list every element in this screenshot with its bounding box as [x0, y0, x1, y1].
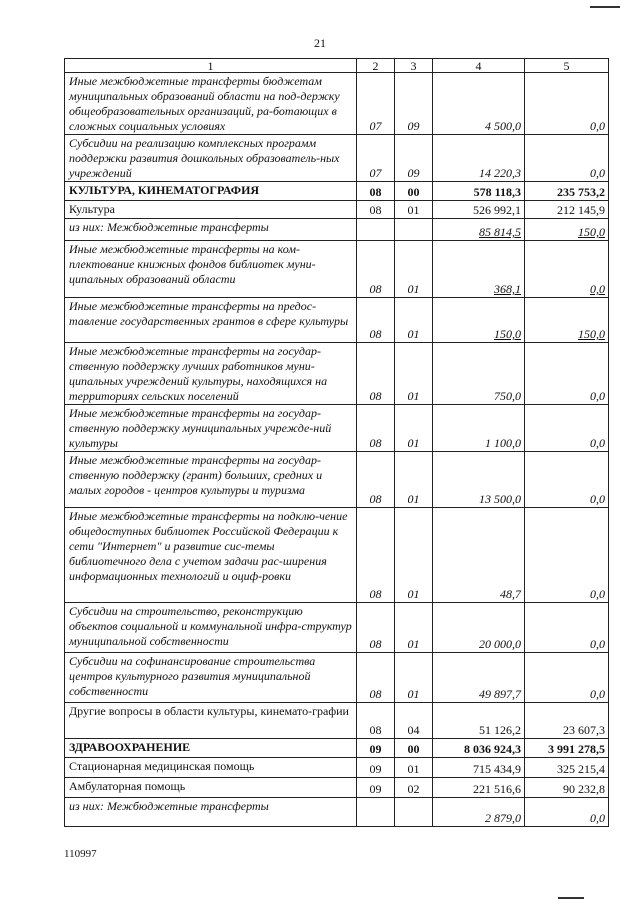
- row-name-cell: КУЛЬТУРА, КИНЕМАТОГРАФИЯ: [65, 182, 357, 201]
- row-subsection-code-cell: 01: [395, 201, 433, 219]
- row-name-cell: из них: Межбюджетные трансферты: [65, 219, 357, 241]
- row-approved-amount-cell: 49 897,7: [433, 653, 525, 703]
- row-executed-amount-cell: 0,0: [525, 343, 609, 405]
- row-name-cell: Субсидии на реализацию комплексных программ поддержки развития дошкольных образователь-ных учреждений: [65, 135, 357, 182]
- row-subsection-code-cell: 01: [395, 405, 433, 452]
- column-header-5: 5: [525, 59, 609, 73]
- row-approved-amount-cell: 2 879,0: [433, 798, 525, 827]
- row-executed-amount-cell: 325 215,4: [525, 758, 609, 778]
- table-row: [65, 798, 609, 827]
- row-approved-amount-cell: 8 036 924,3: [433, 739, 525, 758]
- row-section-code-cell: 08: [357, 703, 395, 739]
- row-executed-amount-cell: 150,0: [525, 298, 609, 343]
- table-row: [65, 73, 609, 135]
- row-section-code-cell: [357, 798, 395, 827]
- row-approved-amount-cell: 150,0: [433, 298, 525, 343]
- row-executed-amount-cell: 0,0: [525, 798, 609, 827]
- row-section-code-cell: 09: [357, 739, 395, 758]
- row-executed-amount-cell: 0,0: [525, 73, 609, 135]
- column-header-1: 1: [65, 59, 357, 73]
- row-section-code-cell: 08: [357, 452, 395, 508]
- row-approved-amount-cell: 48,7: [433, 508, 525, 603]
- row-approved-amount-cell: 715 434,9: [433, 758, 525, 778]
- row-name-cell: Культура: [65, 201, 357, 219]
- budget-table: [64, 58, 609, 827]
- column-header-3: 3: [395, 59, 433, 73]
- row-approved-amount-cell: 221 516,6: [433, 778, 525, 798]
- row-subsection-code-cell: 01: [395, 241, 433, 298]
- row-executed-amount-cell: 90 232,8: [525, 778, 609, 798]
- row-subsection-code-cell: 02: [395, 778, 433, 798]
- row-section-code-cell: 08: [357, 653, 395, 703]
- column-header-2: 2: [357, 59, 395, 73]
- row-section-code-cell: 09: [357, 778, 395, 798]
- row-executed-amount-cell: 0,0: [525, 603, 609, 653]
- row-subsection-code-cell: 04: [395, 703, 433, 739]
- column-header-4: 4: [433, 59, 525, 73]
- row-executed-amount-cell: 0,0: [525, 241, 609, 298]
- table-row: [65, 241, 609, 298]
- row-name-cell: Субсидии на строительство, реконструкцию объектов социальной и коммунальной инфра-структур муниципальной собственности: [65, 603, 357, 653]
- table-row: [65, 653, 609, 703]
- table-row: [65, 758, 609, 778]
- row-subsection-code-cell: [395, 219, 433, 241]
- row-executed-amount-cell: 235 753,2: [525, 182, 609, 201]
- row-name-cell: Иные межбюджетные трансферты на подклю-чение общедоступных библиотек Российской Федерации к сети "Интернет" и развитие сис-темы библиотечного дела с учетом задачи рас-ширения информационных технологий и оциф-ровки: [65, 508, 357, 603]
- table-header-row: [65, 59, 609, 73]
- row-section-code-cell: 09: [357, 758, 395, 778]
- row-subsection-code-cell: 01: [395, 343, 433, 405]
- row-name-cell: Иные межбюджетные трансферты на ком-плектование книжных фондов библиотек муни-ципальных образований области: [65, 241, 357, 298]
- row-section-code-cell: 07: [357, 135, 395, 182]
- row-name-cell: из них: Межбюджетные трансферты: [65, 798, 357, 827]
- row-subsection-code-cell: 09: [395, 73, 433, 135]
- table-body: [65, 73, 609, 827]
- row-approved-amount-cell: 750,0: [433, 343, 525, 405]
- row-approved-amount-cell: 85 814,5: [433, 219, 525, 241]
- row-name-cell: Иные межбюджетные трансферты бюджетам муниципальных образований области на под-держку общеобразовательных организаций, ра-ботающих в сложных социальных условиях: [65, 73, 357, 135]
- row-name-cell: Стационарная медицинская помощь: [65, 758, 357, 778]
- row-approved-amount-cell: 13 500,0: [433, 452, 525, 508]
- row-executed-amount-cell: 0,0: [525, 452, 609, 508]
- table-row: [65, 452, 609, 508]
- page-number: 21: [314, 36, 326, 50]
- row-section-code-cell: 08: [357, 508, 395, 603]
- table-row: [65, 739, 609, 758]
- row-name-cell: Иные межбюджетные трансферты на государ-ственную поддержку муниципальных учрежде-ний культуры: [65, 405, 357, 452]
- table-row: [65, 603, 609, 653]
- row-subsection-code-cell: [395, 798, 433, 827]
- table-row: [65, 405, 609, 452]
- row-approved-amount-cell: 14 220,3: [433, 135, 525, 182]
- row-executed-amount-cell: 23 607,3: [525, 703, 609, 739]
- row-executed-amount-cell: 0,0: [525, 135, 609, 182]
- row-name-cell: Иные межбюджетные трансферты на государ-ственную поддержку лучших работников муни-ципальных учреждений культуры, находящихся на территориях сельских поселений: [65, 343, 357, 405]
- row-approved-amount-cell: 368,1: [433, 241, 525, 298]
- row-executed-amount-cell: 3 991 278,5: [525, 739, 609, 758]
- row-section-code-cell: 07: [357, 73, 395, 135]
- row-section-code-cell: 08: [357, 298, 395, 343]
- row-approved-amount-cell: 51 126,2: [433, 703, 525, 739]
- row-section-code-cell: 08: [357, 343, 395, 405]
- table-row: [65, 135, 609, 182]
- row-section-code-cell: 08: [357, 405, 395, 452]
- scan-artifact-top: [590, 6, 620, 8]
- row-approved-amount-cell: 4 500,0: [433, 73, 525, 135]
- row-section-code-cell: 08: [357, 603, 395, 653]
- row-section-code-cell: 08: [357, 241, 395, 298]
- row-executed-amount-cell: 0,0: [525, 508, 609, 603]
- row-approved-amount-cell: 578 118,3: [433, 182, 525, 201]
- table-row: [65, 343, 609, 405]
- row-approved-amount-cell: 20 000,0: [433, 603, 525, 653]
- row-approved-amount-cell: 1 100,0: [433, 405, 525, 452]
- row-executed-amount-cell: 212 145,9: [525, 201, 609, 219]
- table-row: [65, 778, 609, 798]
- row-name-cell: Субсидии на софинансирование строительства центров культурного развития муниципальной собственности: [65, 653, 357, 703]
- table-row: [65, 298, 609, 343]
- table-row: [65, 182, 609, 201]
- row-subsection-code-cell: 01: [395, 603, 433, 653]
- row-subsection-code-cell: 00: [395, 739, 433, 758]
- document-code: 110997: [64, 848, 97, 860]
- row-name-cell: Иные межбюджетные трансферты на предос-тавление государственных грантов в сфере культуры: [65, 298, 357, 343]
- row-approved-amount-cell: 526 992,1: [433, 201, 525, 219]
- row-name-cell: ЗДРАВООХРАНЕНИЕ: [65, 739, 357, 758]
- row-section-code-cell: 08: [357, 182, 395, 201]
- row-executed-amount-cell: 0,0: [525, 653, 609, 703]
- row-subsection-code-cell: 01: [395, 508, 433, 603]
- row-executed-amount-cell: 150,0: [525, 219, 609, 241]
- row-section-code-cell: [357, 219, 395, 241]
- row-subsection-code-cell: 01: [395, 298, 433, 343]
- table-row: [65, 703, 609, 739]
- table-row: [65, 219, 609, 241]
- row-subsection-code-cell: 01: [395, 452, 433, 508]
- row-section-code-cell: 08: [357, 201, 395, 219]
- row-name-cell: Амбулаторная помощь: [65, 778, 357, 798]
- table-row: [65, 508, 609, 603]
- row-subsection-code-cell: 01: [395, 758, 433, 778]
- scan-artifact-bottom: [558, 897, 584, 899]
- row-subsection-code-cell: 01: [395, 653, 433, 703]
- row-executed-amount-cell: 0,0: [525, 405, 609, 452]
- row-subsection-code-cell: 00: [395, 182, 433, 201]
- row-subsection-code-cell: 09: [395, 135, 433, 182]
- row-name-cell: Другие вопросы в области культуры, кинемато-графии: [65, 703, 357, 739]
- row-name-cell: Иные межбюджетные трансферты на государ-ственную поддержку (грант) больших, средних и малых городов - центров культуры и туризма: [65, 452, 357, 508]
- table-row: [65, 201, 609, 219]
